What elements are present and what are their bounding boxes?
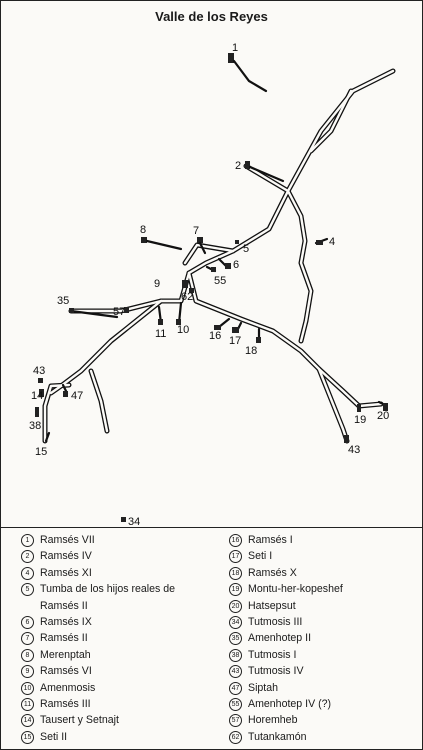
tomb-43a (33, 365, 45, 383)
legend-entry (229, 565, 343, 581)
legend-tomb-name: Amenhotep IV (?) (248, 698, 332, 711)
label-2: 2 (235, 160, 242, 172)
tomb-35 (57, 295, 117, 317)
legend-entry (21, 647, 175, 663)
label-8: 8 (140, 224, 147, 236)
legend-entry (229, 581, 343, 597)
legend-tomb-name: Amenmosis (40, 681, 96, 694)
tomb-57 (113, 306, 129, 318)
legend-tomb-name: Ramsés I (248, 534, 293, 546)
legend-number-badge: 19 (229, 583, 242, 596)
tomb-15 (35, 433, 49, 458)
label-11: 11 (155, 328, 167, 340)
tomb-16 (209, 319, 229, 342)
legend-tomb-name: Ramsés VII (40, 534, 95, 546)
legend-number-badge: 7 (21, 632, 34, 645)
legend-entry (21, 532, 175, 548)
tomb-55 (207, 267, 226, 287)
label-43-left: 43 (33, 365, 46, 377)
label-6: 6 (233, 259, 240, 271)
legend-entry (21, 680, 175, 696)
label-38: 38 (29, 420, 42, 432)
map-title: Valle de los Reyes (155, 9, 268, 24)
label-1: 1 (232, 42, 239, 54)
valley-map (1, 1, 423, 527)
legend-tomb-name: Ramsés X (248, 566, 297, 579)
legend-tomb-name: Hatsepsut (248, 599, 296, 612)
legend-column-right (229, 532, 343, 745)
legend-number-badge: 5 (21, 583, 34, 596)
legend-number-badge: 2 (21, 550, 34, 563)
label-18: 18 (245, 345, 258, 357)
legend-entry (229, 663, 343, 679)
legend-number-badge: 10 (21, 682, 34, 695)
tomb-38 (29, 407, 41, 432)
legend-entry (229, 647, 343, 663)
legend-tomb-name: Tutmosis III (248, 616, 303, 629)
tomb-10 (176, 303, 189, 336)
legend-entry (21, 581, 175, 597)
legend-entry (229, 729, 343, 745)
tomb-11 (155, 307, 166, 340)
wadi-paths (45, 71, 393, 441)
legend-tomb-name: Tutmosis IV (248, 665, 304, 678)
label-9: 9 (154, 278, 161, 290)
label-5: 5 (243, 243, 250, 255)
legend-entry (229, 630, 343, 646)
legend-entry (21, 548, 175, 564)
label-17: 17 (229, 335, 242, 347)
tomb-62 (181, 288, 194, 303)
legend-number-badge: 62 (229, 731, 242, 744)
label-4: 4 (329, 236, 336, 248)
legend-number-badge: 57 (229, 714, 242, 727)
legend-number-badge: 35 (229, 632, 242, 645)
label-62: 62 (181, 291, 194, 303)
tomb-34 (121, 516, 140, 527)
legend-tomb-name: Ramsés XI (40, 566, 92, 579)
legend-tomb-name: Seti II (40, 730, 68, 743)
label-57: 57 (113, 306, 126, 318)
legend-number-badge: 8 (21, 649, 34, 662)
legend-tomb-name: Merenptah (40, 648, 91, 661)
tomb-17 (229, 323, 241, 347)
tomb-6 (219, 259, 239, 271)
legend-number-badge: 34 (229, 616, 242, 629)
legend-number-badge: 20 (229, 600, 242, 613)
legend-tomb-name: Ramsés IV (40, 550, 92, 563)
label-47: 47 (71, 390, 84, 402)
legend-number-badge: 18 (229, 567, 242, 580)
legend-tomb-name: Tutmosis I (248, 648, 297, 661)
legend-entry (229, 548, 343, 564)
label-20: 20 (377, 410, 390, 422)
legend-tomb-name: Seti I (248, 550, 273, 563)
legend-number-badge: 17 (229, 550, 242, 563)
label-35: 35 (57, 295, 70, 307)
label-10: 10 (177, 324, 190, 336)
legend-entry (21, 663, 175, 679)
tomb-18 (245, 329, 261, 357)
label-14: 14 (31, 390, 44, 402)
legend-number-badge: 9 (21, 665, 34, 678)
legend-entry (21, 630, 175, 646)
label-43-right: 43 (348, 444, 361, 456)
legend-entry-continuation: Ramsés II (40, 599, 88, 612)
legend-tomb-name: Tutankamón (248, 730, 307, 743)
legend-entry (229, 598, 343, 614)
tomb-4 (316, 236, 335, 248)
legend-number-badge: 47 (229, 682, 242, 695)
legend-number-badge: 11 (21, 698, 34, 711)
legend-entry (21, 696, 175, 712)
label-34: 34 (128, 516, 141, 527)
legend-tomb-name: Ramsés II (40, 632, 88, 645)
legend-tomb-name: Ramsés IX (40, 616, 92, 629)
legend-tomb-name: Amenhotep II (248, 632, 312, 645)
legend-number-badge: 16 (229, 534, 242, 547)
tomb-2 (235, 160, 283, 181)
legend-tomb-name: Siptah (248, 681, 279, 694)
legend-tomb-name: Horemheb (248, 714, 298, 727)
legend-number-badge: 1 (21, 534, 34, 547)
legend-tomb-name: Ramsés VI (40, 665, 92, 678)
legend-tomb-name: Tausert y Setnajt (40, 714, 119, 727)
legend-number-badge: 15 (21, 731, 34, 744)
legend-tomb-name: Tumba de los hijos reales de (40, 583, 176, 596)
label-15: 15 (35, 446, 48, 458)
legend-entry (21, 565, 175, 581)
legend-entry (229, 712, 343, 728)
legend-entry (21, 614, 175, 630)
tomb-8 (140, 224, 181, 249)
legend-entry (229, 696, 343, 712)
label-19: 19 (354, 414, 367, 426)
legend-entry (21, 712, 175, 728)
legend-entry (21, 729, 175, 745)
label-7: 7 (193, 225, 200, 237)
legend-tomb-name: Ramsés III (40, 698, 91, 711)
label-16: 16 (209, 330, 222, 342)
legend-number-badge: 38 (229, 649, 242, 662)
tomb-14 (31, 389, 44, 402)
legend-divider (1, 527, 422, 528)
tomb-1 (228, 42, 266, 91)
legend-number-badge: 6 (21, 616, 34, 629)
tomb-43b (344, 435, 360, 456)
legend-column-left (21, 532, 175, 745)
legend-number-badge: 14 (21, 714, 34, 727)
legend-number-badge: 55 (229, 698, 242, 711)
legend-number-badge: 4 (21, 567, 34, 580)
legend-entry (229, 532, 343, 548)
legend-entry (229, 680, 343, 696)
legend-entry (229, 614, 343, 630)
legend-tomb-name: Montu-her-kopeshef (248, 583, 343, 596)
label-55: 55 (214, 275, 227, 287)
legend-number-badge: 43 (229, 665, 242, 678)
